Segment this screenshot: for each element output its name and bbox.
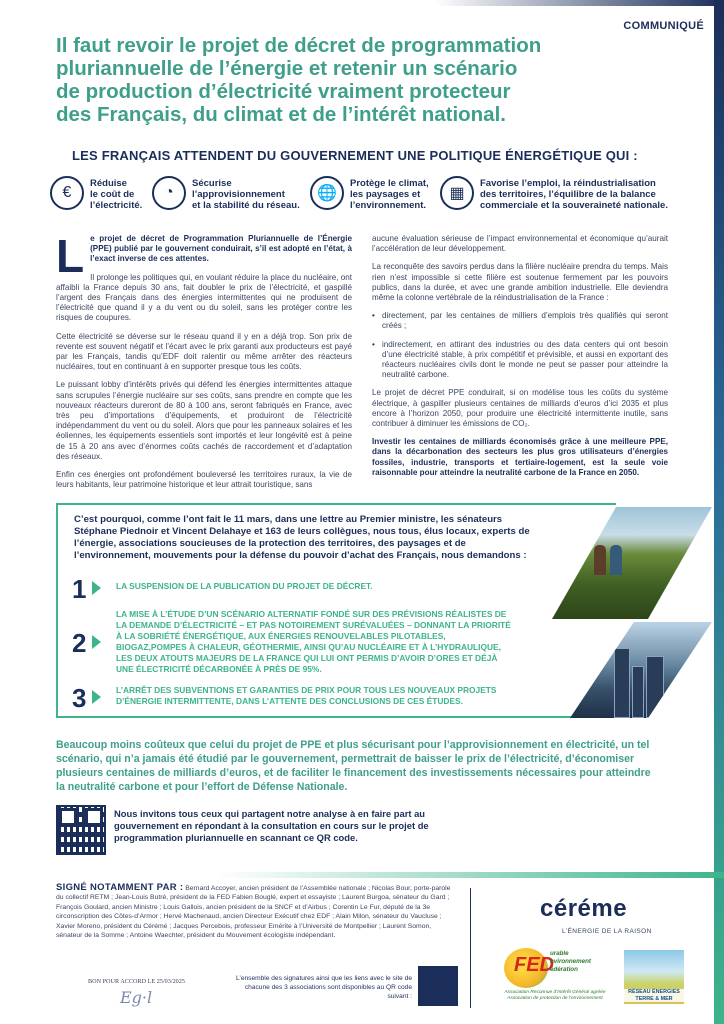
pillar-text <box>350 178 429 211</box>
demand-item-1 <box>72 574 532 604</box>
person-figure <box>594 545 606 575</box>
demand-text: L’ARRÊT DES SUBVENTIONS ET GARANTIES DE PRIX POUR TOUS LES NOUVEAUX PROJETS D’ÉNERGIE INTERMITTENTE, DANS L’ATTENTE DES CONCLUSIONS DE CES ÉTUDES. <box>116 685 497 706</box>
fed-caption: Association Reconnue d’Intérêt Général agréée Association de protection de l’environnement <box>504 990 606 1001</box>
factory-icon: ▦ <box>440 176 474 210</box>
body-paragraph: Il prolonge les politiques qui, en voulant réduire la place du nucléaire, ont affaibli la France depuis 30 ans, fait doubler le prix de l’électricité, et gaspillé l’argent des Français dans des énergies intermittentes qui ne produisent de l’électricité que quand il y a du vent ou du soleil, sans les protéger contre les risques de coupures. <box>56 272 352 323</box>
body-left-column <box>56 230 352 498</box>
reseau-logo-text: RÉSEAU ÉNERGIES TERRE & MER <box>624 989 684 1002</box>
person-figure <box>610 545 622 575</box>
demand-item-3 <box>72 683 512 711</box>
building-shape <box>646 656 664 718</box>
demand-item-2 <box>72 609 512 682</box>
body-paragraph: Enfin ces énergies ont profondément bouleversé les territoires ruraux, la vie de leurs habitants, leur patrimoine historique et leur attrait touristique, sans <box>56 470 352 490</box>
handwritten-signature: Eg·l <box>120 988 153 1007</box>
cereme-tagline: L’ÉNERGIE DE LA RAISON <box>562 928 652 935</box>
pillar-employment <box>440 176 690 218</box>
pillar-text <box>480 178 668 211</box>
signatures-note: L’ensemble des signatures ainsi que les liens avec le site de chacune des 3 associations sont disponibles au QR code suivant : <box>236 975 412 1000</box>
pillar-line: l’électricité. <box>90 200 143 211</box>
pillar-text <box>192 178 300 211</box>
pillar-text <box>90 178 142 211</box>
pillar-line: et la stabilité du réseau. <box>192 200 300 211</box>
pillar-line: Sécurise <box>192 178 232 189</box>
headline-line: Il faut revoir le projet de décret de programmation <box>56 34 542 57</box>
demand-number: 2 <box>72 628 87 658</box>
list-item: • directement, par les centaines de milliers d’emplois très qualifiés qui seront créés ; <box>372 311 668 331</box>
headline-line: de production d’électricité vraiment protecteur <box>56 80 511 103</box>
body-paragraph: aucune évaluation sérieuse de l’impact environnemental et économique qu’aurait l’accélération de leur développement. <box>372 234 668 254</box>
body-paragraph: Cette électricité se déverse sur le réseau quand il y en a déjà trop. Son prix de revente est souvent négatif et l’écart avec le prix garanti aux producteurs est payé par les Français, tandis qu’EDF doit ralentir ou même arrêter des réacteurs nucléaires, tout en continuant à en supporter presque tous les coûts. <box>56 331 352 372</box>
demand-number: 3 <box>72 683 87 713</box>
communique-label: COMMUNIQUÉ <box>623 20 704 32</box>
pillar-line: le coût de <box>90 189 135 200</box>
fed-letters: FED <box>514 954 554 976</box>
conclusion-paragraph: Beaucoup moins coûteux que celui du projet de PPE et plus sécurisant pour l’approvisionnement en électricité, un tel scénario, qui n’a jamais été étudié par le gouvernement, permettrait de baisser le prix de l’électricité, d’économiser plusieurs centaines de milliards d’euros, et de faciliter le financement des investissements nécessaires pour atteindre la neutralité carbone et pour l’effort de Défense Nationale. <box>56 739 651 793</box>
invite-text: Nous invitons tous ceux qui partagent notre analyse à en faire part au gouvernement en répondant à la consultation en cours sur le projet de programmation pluriannuelle en scannant ce QR code. <box>114 808 429 843</box>
dropcap: L <box>56 230 85 282</box>
pillar-line: Protège le climat, <box>350 178 429 189</box>
section-title: LES FRANÇAIS ATTENDENT DU GOUVERNEMENT UNE POLITIQUE ÉNERGÉTIQUE QUI : <box>72 148 638 163</box>
fed-logo <box>500 948 610 1004</box>
cereme-logo: céréme <box>540 895 628 922</box>
pillar-security <box>152 176 322 218</box>
pillar-line: commerciale et la souveraineté nationale. <box>480 200 668 211</box>
approval-date: BON POUR ACCORD LE 25/03/2025 <box>88 978 185 985</box>
footer-gradient-bar <box>0 872 724 878</box>
body-paragraph: Le projet de décret PPE conduirait, si on modélise tous les coûts du système électrique, à gaspiller plusieurs centaines de milliards d’euros d’ici 2035 et plus encore à l’horizon 2050, pour produire une électricité intermittente inutile, sans contribuer à diminuer les émissions de CO₂. <box>372 388 668 429</box>
body-right-column <box>372 234 668 486</box>
body-paragraph: La reconquête des savoirs perdus dans la filière nucléaire prendra du temps. Mais rien n’est impossible si cette filière est soutenue fermement par les pouvoirs publics, dans la durée, et avec une grande ambition industrielle. Elle deviendra même la colonne vertébrale de la réindustrialisation de la France : <box>372 262 668 303</box>
signatories-list: Bernard Accoyer, ancien président de l’Assemblée nationale ; Nicolas Bour, porte-parole du collectif RETM ; Jean-Louis Butré, président de la FED Fabien Bouglé, expert et essayiste ; Laurent Burgoa, sénateur du Gard ; François Goulard, ancien Ministre ; Louis Gallois, ancien président de la SNCF et d’Airbus ; Corentin Le Fur, député de la 3e circonscription des Côtes-d’Armor ; Hervé Machenaud, ancien Directeur Exécutif chez EDF ; Alain Milon, sénateur du Vaucluse ; Xavier Moreno, président du Cérémé ; Jacques Percebois, professeur Emérite à l’Université de Montpellier ; Laurent Somon, sénateur de la Somme ; Antoine Waechter, président du Mouvement écologiste indépendant. <box>56 885 451 940</box>
demand-text: LA MISE À L’ÉTUDE D’UN SCÉNARIO ALTERNATIF FONDÉ SUR DES PRÉVISIONS RÉALISTES DE LA DEMANDE D’ÉLECTRICITÉ – ET PAS NOTOIREMENT SURÉVALUÉES – DONNANT LA PRIORITÉ À LA SOBRIÉTÉ ÉNERGÉTIQUE, AUX ÉNERGIES RENOUVELABLES PILOTABLES, BIOGAZ,POMPES À CHALEUR, GÉOTHERMIE, AINSI QU’AU NUCLÉAIRE ET À L’HYDRAULIQUE, LES DEUX ATOUTS MAJEURS DE LA FRANCE QUI LUI ONT PERMIS D’AVOIR D’ORES ET DÉJÀ UNE ÉLECTRICITÉ DÉCARBONÉE À PRÈS DE 95%. <box>116 609 511 674</box>
top-gradient-bar <box>0 0 724 6</box>
arrow-icon <box>92 690 101 704</box>
pillar-climate <box>310 176 440 218</box>
qr-code-signatures[interactable] <box>418 966 458 1006</box>
body-paragraph-bold: Investir les centaines de milliards économisés grâce à une meilleure PPE, dans la décarbonation des secteurs les plus gros utilisateurs d’énergies fossiles, industrie, transports et tertiaire-logement, est la seule voie raisonnable pour atteindre la neutralité carbone de la France en 2050. <box>372 437 668 477</box>
qr-code-consultation[interactable] <box>56 805 106 855</box>
pillar-line: l’approvisionnement <box>192 189 285 200</box>
headline-line: pluriannuelle de l’énergie et retenir un scénario <box>56 57 518 80</box>
pillars-row <box>40 176 690 218</box>
list-item: • indirectement, en attirant des industries ou des data centers qui ont besoin d’une électricité stable, à prix compétitif et prévisible, et aussi en exportant des réacteurs nucléaires civils dont le monde ne peut se passer pour atteindre la neutralité carbone. <box>372 340 668 381</box>
page-title <box>56 34 616 126</box>
right-gradient-border <box>714 0 724 1024</box>
headline-line: des Français, du climat et de l’intérêt national. <box>56 103 506 126</box>
body-paragraph: Le puissant lobby d’intérêts privés qui défend les énergies intermittentes attaque sans scrupules l’énergie nucléaire sur ses coûts, sans prendre en compte que les nouveaux réacteurs dureront de 80 à 100 ans, seront fabriqués en France, avec très peu d’importations d’équipements, et produiront de l’électricité indépendamment du vent ou du soleil. Alors que pour les panneaux solaires et les éoliennes, les équipements essentiels sont importés et leur longévité est à peine de 15 à 20 ans avec d’énormes coûts cachés de raccordement et d’adaptation des réseaux. <box>56 380 352 461</box>
lead-paragraph: e projet de décret de Programmation Pluriannuelle de l’Énergie (PPE) publié par le gouvernent conduirait, s’il est adopté en l’état, à l’exact inverse de ces attentes. <box>90 234 352 264</box>
euro-bolt-icon: € <box>50 176 84 210</box>
demand-number: 1 <box>72 574 87 604</box>
pillar-line: des territoires, l’équilibre de la balance <box>480 189 656 200</box>
arrow-icon <box>92 635 101 649</box>
pillar-line: Favorise l’emploi, la réindustrialisation <box>480 178 656 189</box>
demands-intro: C’est pourquoi, comme l’ont fait le 11 mars, dans une lettre au Premier ministre, les sénateurs Stéphane Piednoir et Vincent Delahaye et 163 de leurs collègues, nous tous, élus locaux, experts de l’énergie, associations soucieuses de la protection des territoires, des paysages et de l’environnement, mouvements pour la défense du pouvoir d’achat des Français, nous demandons : <box>74 514 530 561</box>
signatories <box>56 883 456 940</box>
pillar-line: Réduise <box>90 178 127 189</box>
fed-words: urable nvironnement édération <box>550 950 591 973</box>
demand-text: LA SUSPENSION DE LA PUBLICATION DU PROJET DE DÉCRET. <box>116 581 373 591</box>
signed-label: SIGNÉ NOTAMMENT PAR : <box>56 882 184 893</box>
building-shape <box>632 666 644 718</box>
arrow-icon <box>92 581 101 595</box>
globe-hands-icon: 🌐 <box>310 176 344 210</box>
building-shape <box>614 648 630 718</box>
pillar-line: l’environnement. <box>350 200 427 211</box>
footer-divider <box>470 888 471 1008</box>
bullet-list <box>372 311 668 380</box>
gauge-icon: ◔ <box>152 176 186 210</box>
pillar-line: les paysages et <box>350 189 421 200</box>
reseau-energies-logo <box>624 950 684 1004</box>
